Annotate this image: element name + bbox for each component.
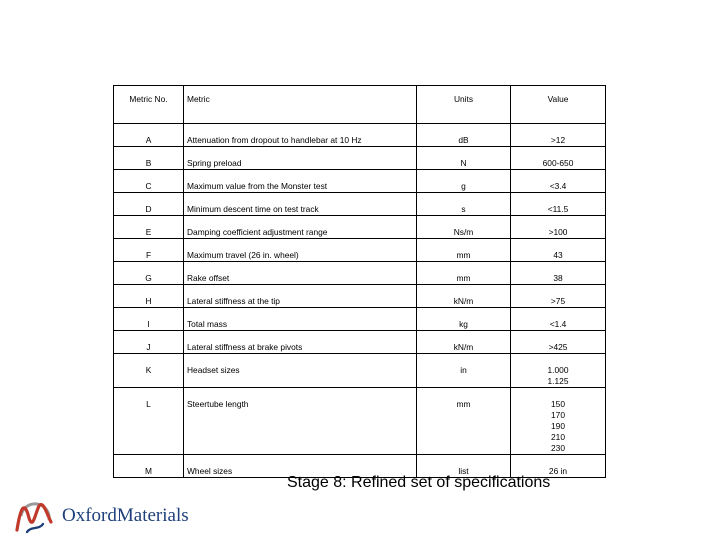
logo-mark-icon bbox=[13, 496, 61, 536]
metric-no-cell: A bbox=[114, 124, 184, 147]
value-line: <11.5 bbox=[547, 204, 569, 214]
value-line: 170 bbox=[551, 410, 565, 420]
header-metric-no: Metric No. bbox=[114, 86, 184, 124]
metric-no-cell: E bbox=[114, 216, 184, 239]
metric-no-cell: D bbox=[114, 193, 184, 216]
metric-no-cell: K bbox=[114, 354, 184, 388]
value-line: <1.4 bbox=[549, 319, 567, 329]
value-line: 26 in bbox=[548, 466, 568, 476]
metric-cell: Spring preload bbox=[184, 147, 417, 170]
value-cell bbox=[511, 262, 606, 285]
value-line: >75 bbox=[550, 296, 566, 306]
units-cell: mm bbox=[417, 239, 511, 262]
metric-no-cell: F bbox=[114, 239, 184, 262]
value-cell bbox=[511, 170, 606, 193]
metric-cell: Maximum value from the Monster test bbox=[184, 170, 417, 193]
metric-no-cell: B bbox=[114, 147, 184, 170]
metric-no-cell: H bbox=[114, 285, 184, 308]
value-line: 1.125 bbox=[547, 376, 569, 386]
units-cell: mm bbox=[417, 388, 511, 455]
specifications-table bbox=[113, 85, 606, 478]
table-row bbox=[114, 193, 606, 216]
units-cell: in bbox=[417, 354, 511, 388]
value-cell bbox=[511, 124, 606, 147]
slide-caption: Stage 8: Refined set of specifications bbox=[287, 474, 551, 491]
units-cell: kN/m bbox=[417, 331, 511, 354]
value-line: 1.000 bbox=[547, 365, 569, 375]
table-row bbox=[114, 147, 606, 170]
metric-cell: Total mass bbox=[184, 308, 417, 331]
value-line: >100 bbox=[548, 227, 568, 237]
table-row bbox=[114, 216, 606, 239]
oxford-materials-logo bbox=[13, 496, 213, 536]
table-row bbox=[114, 170, 606, 193]
units-cell: g bbox=[417, 170, 511, 193]
metric-no-cell: C bbox=[114, 170, 184, 193]
metric-cell: Steertube length bbox=[184, 388, 417, 455]
metric-no-cell: J bbox=[114, 331, 184, 354]
metric-no-cell: M bbox=[114, 455, 184, 478]
units-cell: Ns/m bbox=[417, 216, 511, 239]
metric-no-cell: I bbox=[114, 308, 184, 331]
value-cell bbox=[511, 331, 606, 354]
value-line: >12 bbox=[550, 135, 566, 145]
metric-cell: Damping coefficient adjustment range bbox=[184, 216, 417, 239]
table-row bbox=[114, 331, 606, 354]
value-line: 230 bbox=[551, 443, 565, 453]
value-line: 38 bbox=[553, 273, 563, 283]
logo-text: OxfordMaterials bbox=[62, 505, 189, 526]
units-cell: dB bbox=[417, 124, 511, 147]
units-cell: N bbox=[417, 147, 511, 170]
value-line: 600-650 bbox=[542, 158, 574, 168]
value-line: 150 bbox=[551, 399, 565, 409]
value-cell bbox=[511, 285, 606, 308]
units-cell: mm bbox=[417, 262, 511, 285]
table-row bbox=[114, 124, 606, 147]
metric-no-cell: G bbox=[114, 262, 184, 285]
table-row bbox=[114, 285, 606, 308]
metric-cell: Rake offset bbox=[184, 262, 417, 285]
table-row bbox=[114, 354, 606, 388]
value-line: <3.4 bbox=[549, 181, 567, 191]
table-row bbox=[114, 388, 606, 455]
table-row bbox=[114, 308, 606, 331]
units-cell: s bbox=[417, 193, 511, 216]
metric-cell: Attenuation from dropout to handlebar at 10 Hz bbox=[184, 124, 417, 147]
metric-cell: Wheel sizes bbox=[184, 455, 417, 478]
value-cell bbox=[511, 216, 606, 239]
value-line: >425 bbox=[548, 342, 568, 352]
units-cell: kg bbox=[417, 308, 511, 331]
header-metric: Metric bbox=[184, 86, 417, 124]
value-line: 43 bbox=[553, 250, 563, 260]
value-cell bbox=[511, 388, 606, 455]
metric-cell: Maximum travel (26 in. wheel) bbox=[184, 239, 417, 262]
value-cell bbox=[511, 147, 606, 170]
value-line: 210 bbox=[551, 432, 565, 442]
value-cell bbox=[511, 308, 606, 331]
header-units: Units bbox=[417, 86, 511, 124]
metric-cell: Lateral stiffness at the tip bbox=[184, 285, 417, 308]
value-line: 190 bbox=[551, 421, 565, 431]
units-cell: list bbox=[417, 455, 511, 478]
metric-cell: Headset sizes bbox=[184, 354, 417, 388]
table-row bbox=[114, 262, 606, 285]
metric-cell: Lateral stiffness at brake pivots bbox=[184, 331, 417, 354]
metric-no-cell: L bbox=[114, 388, 184, 455]
value-cell bbox=[511, 193, 606, 216]
value-cell bbox=[511, 239, 606, 262]
metric-cell: Minimum descent time on test track bbox=[184, 193, 417, 216]
units-cell: kN/m bbox=[417, 285, 511, 308]
header-value: Value bbox=[511, 86, 606, 124]
table-header-row bbox=[114, 86, 606, 124]
table-row bbox=[114, 239, 606, 262]
value-cell bbox=[511, 354, 606, 388]
